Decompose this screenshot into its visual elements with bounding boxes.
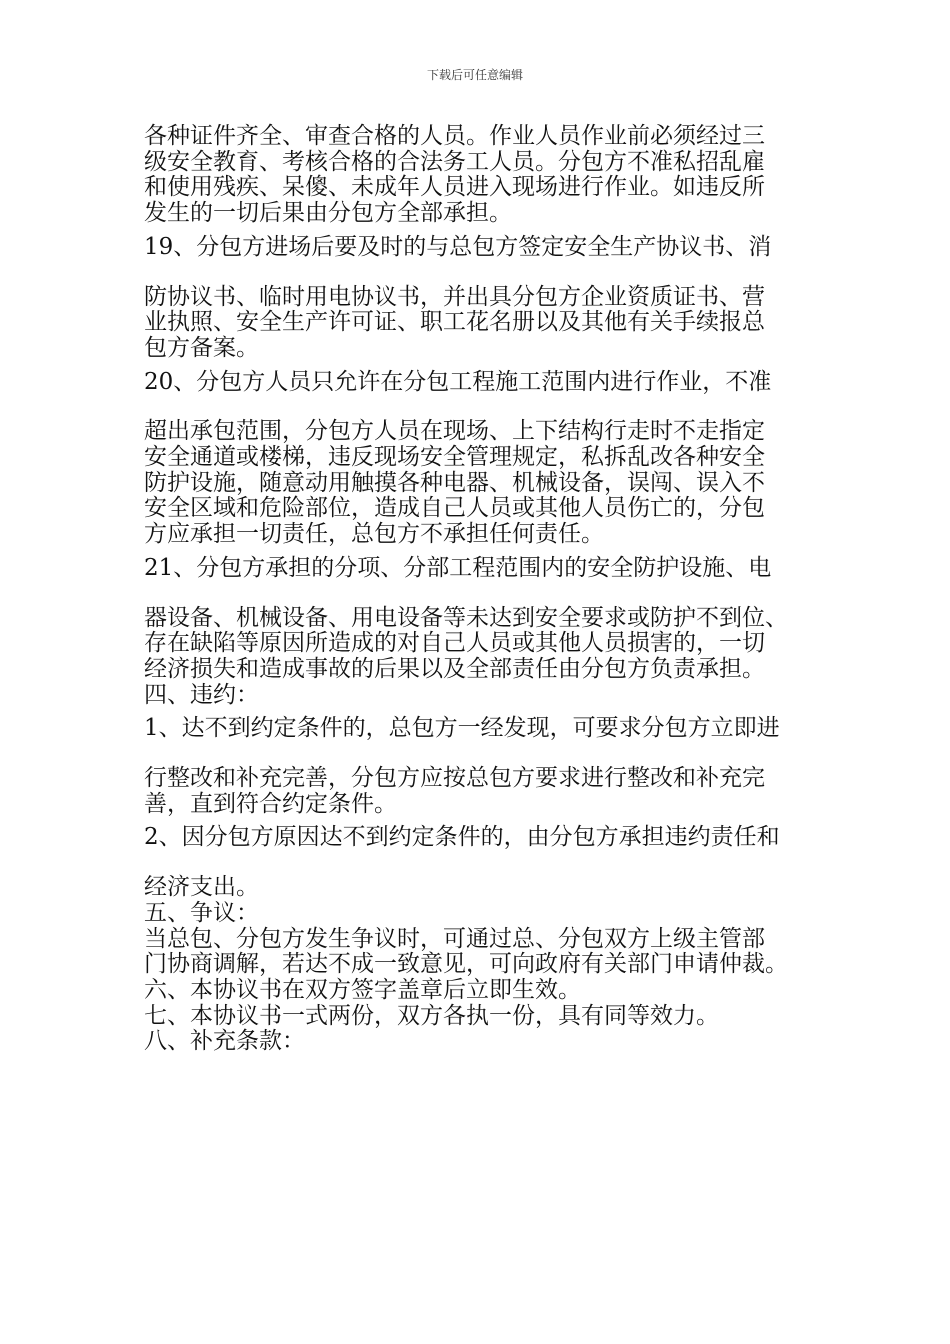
text-line: 发生的一切后果由分包方全部承担。 <box>144 200 512 227</box>
text-line: 方应承担一切责任，总包方不承担任何责任。 <box>144 521 604 548</box>
text-line: 业执照、安全生产许可证、职工花名册以及其他有关手续报总 <box>144 309 765 336</box>
text-line: 四、违约： <box>144 681 259 708</box>
text-line: 防协议书、临时用电协议书，并出具分包方企业资质证书、营 <box>144 283 765 310</box>
text-line: 1、达不到约定条件的，总包方一经发现，可要求分包方立即进 <box>144 715 780 742</box>
text-line: 六、本协议书在双方签字盖章后立即生效。 <box>144 976 581 1003</box>
text-line: 级安全教育、考核合格的合法务工人员。分包方不准私招乱雇 <box>144 148 765 175</box>
page-header: 下载后可任意编辑 <box>426 68 523 82</box>
text-line: 当总包、分包方发生争议时，可通过总、分包双方上级主管部 <box>144 925 765 952</box>
text-line: 超出承包范围，分包方人员在现场、上下结构行走时不走指定 <box>144 418 765 445</box>
text-line: 经济支出。 <box>144 874 259 901</box>
text-line: 门协商调解，若达不成一致意见，可向政府有关部门申请仲裁。 <box>144 951 788 978</box>
text-line: 安全区域和危险部位，造成自己人员或其他人员伤亡的，分包 <box>144 495 765 522</box>
text-line: 2、因分包方原因达不到约定条件的，由分包方承担违约责任和 <box>144 824 780 851</box>
text-line: 存在缺陷等原因所造成的对自己人员或其他人员损害的，一切 <box>144 630 765 657</box>
text-line: 各种证件齐全、审查合格的人员。作业人员作业前必须经过三 <box>144 123 765 149</box>
text-line: 和使用残疾、呆傻、未成年人员进入现场进行作业。如违反所 <box>144 174 765 201</box>
text-line: 20、分包方人员只允许在分包工程施工范围内进行作业，不准 <box>144 368 772 395</box>
text-line: 安全通道或楼梯，违反现场安全管理规定，私拆乱改各种安全 <box>144 444 765 471</box>
text-line: 行整改和补充完善，分包方应按总包方要求进行整改和补充完 <box>144 765 765 792</box>
text-line: 器设备、机械设备、用电设备等未达到安全要求或防护不到位、 <box>144 604 788 631</box>
text-line: 八、补充条款： <box>144 1028 305 1055</box>
text-line: 防护设施，随意动用触摸各种电器、机械设备，误闯、误入不 <box>144 469 765 496</box>
text-line: 七、本协议书一式两份，双方各执一份，具有同等效力。 <box>144 1002 719 1029</box>
text-line: 19、分包方进场后要及时的与总包方签定安全生产协议书、消 <box>144 233 772 260</box>
text-line: 21、分包方承担的分项、分部工程范围内的安全防护设施、电 <box>144 554 772 581</box>
text-line: 包方备案。 <box>144 334 259 361</box>
document-body <box>144 124 824 1055</box>
text-line: 经济损失和造成事故的后果以及全部责任由分包方负责承担。 <box>144 655 765 682</box>
text-line: 善，直到符合约定条件。 <box>144 790 397 817</box>
text-line: 五、争议： <box>144 899 259 926</box>
